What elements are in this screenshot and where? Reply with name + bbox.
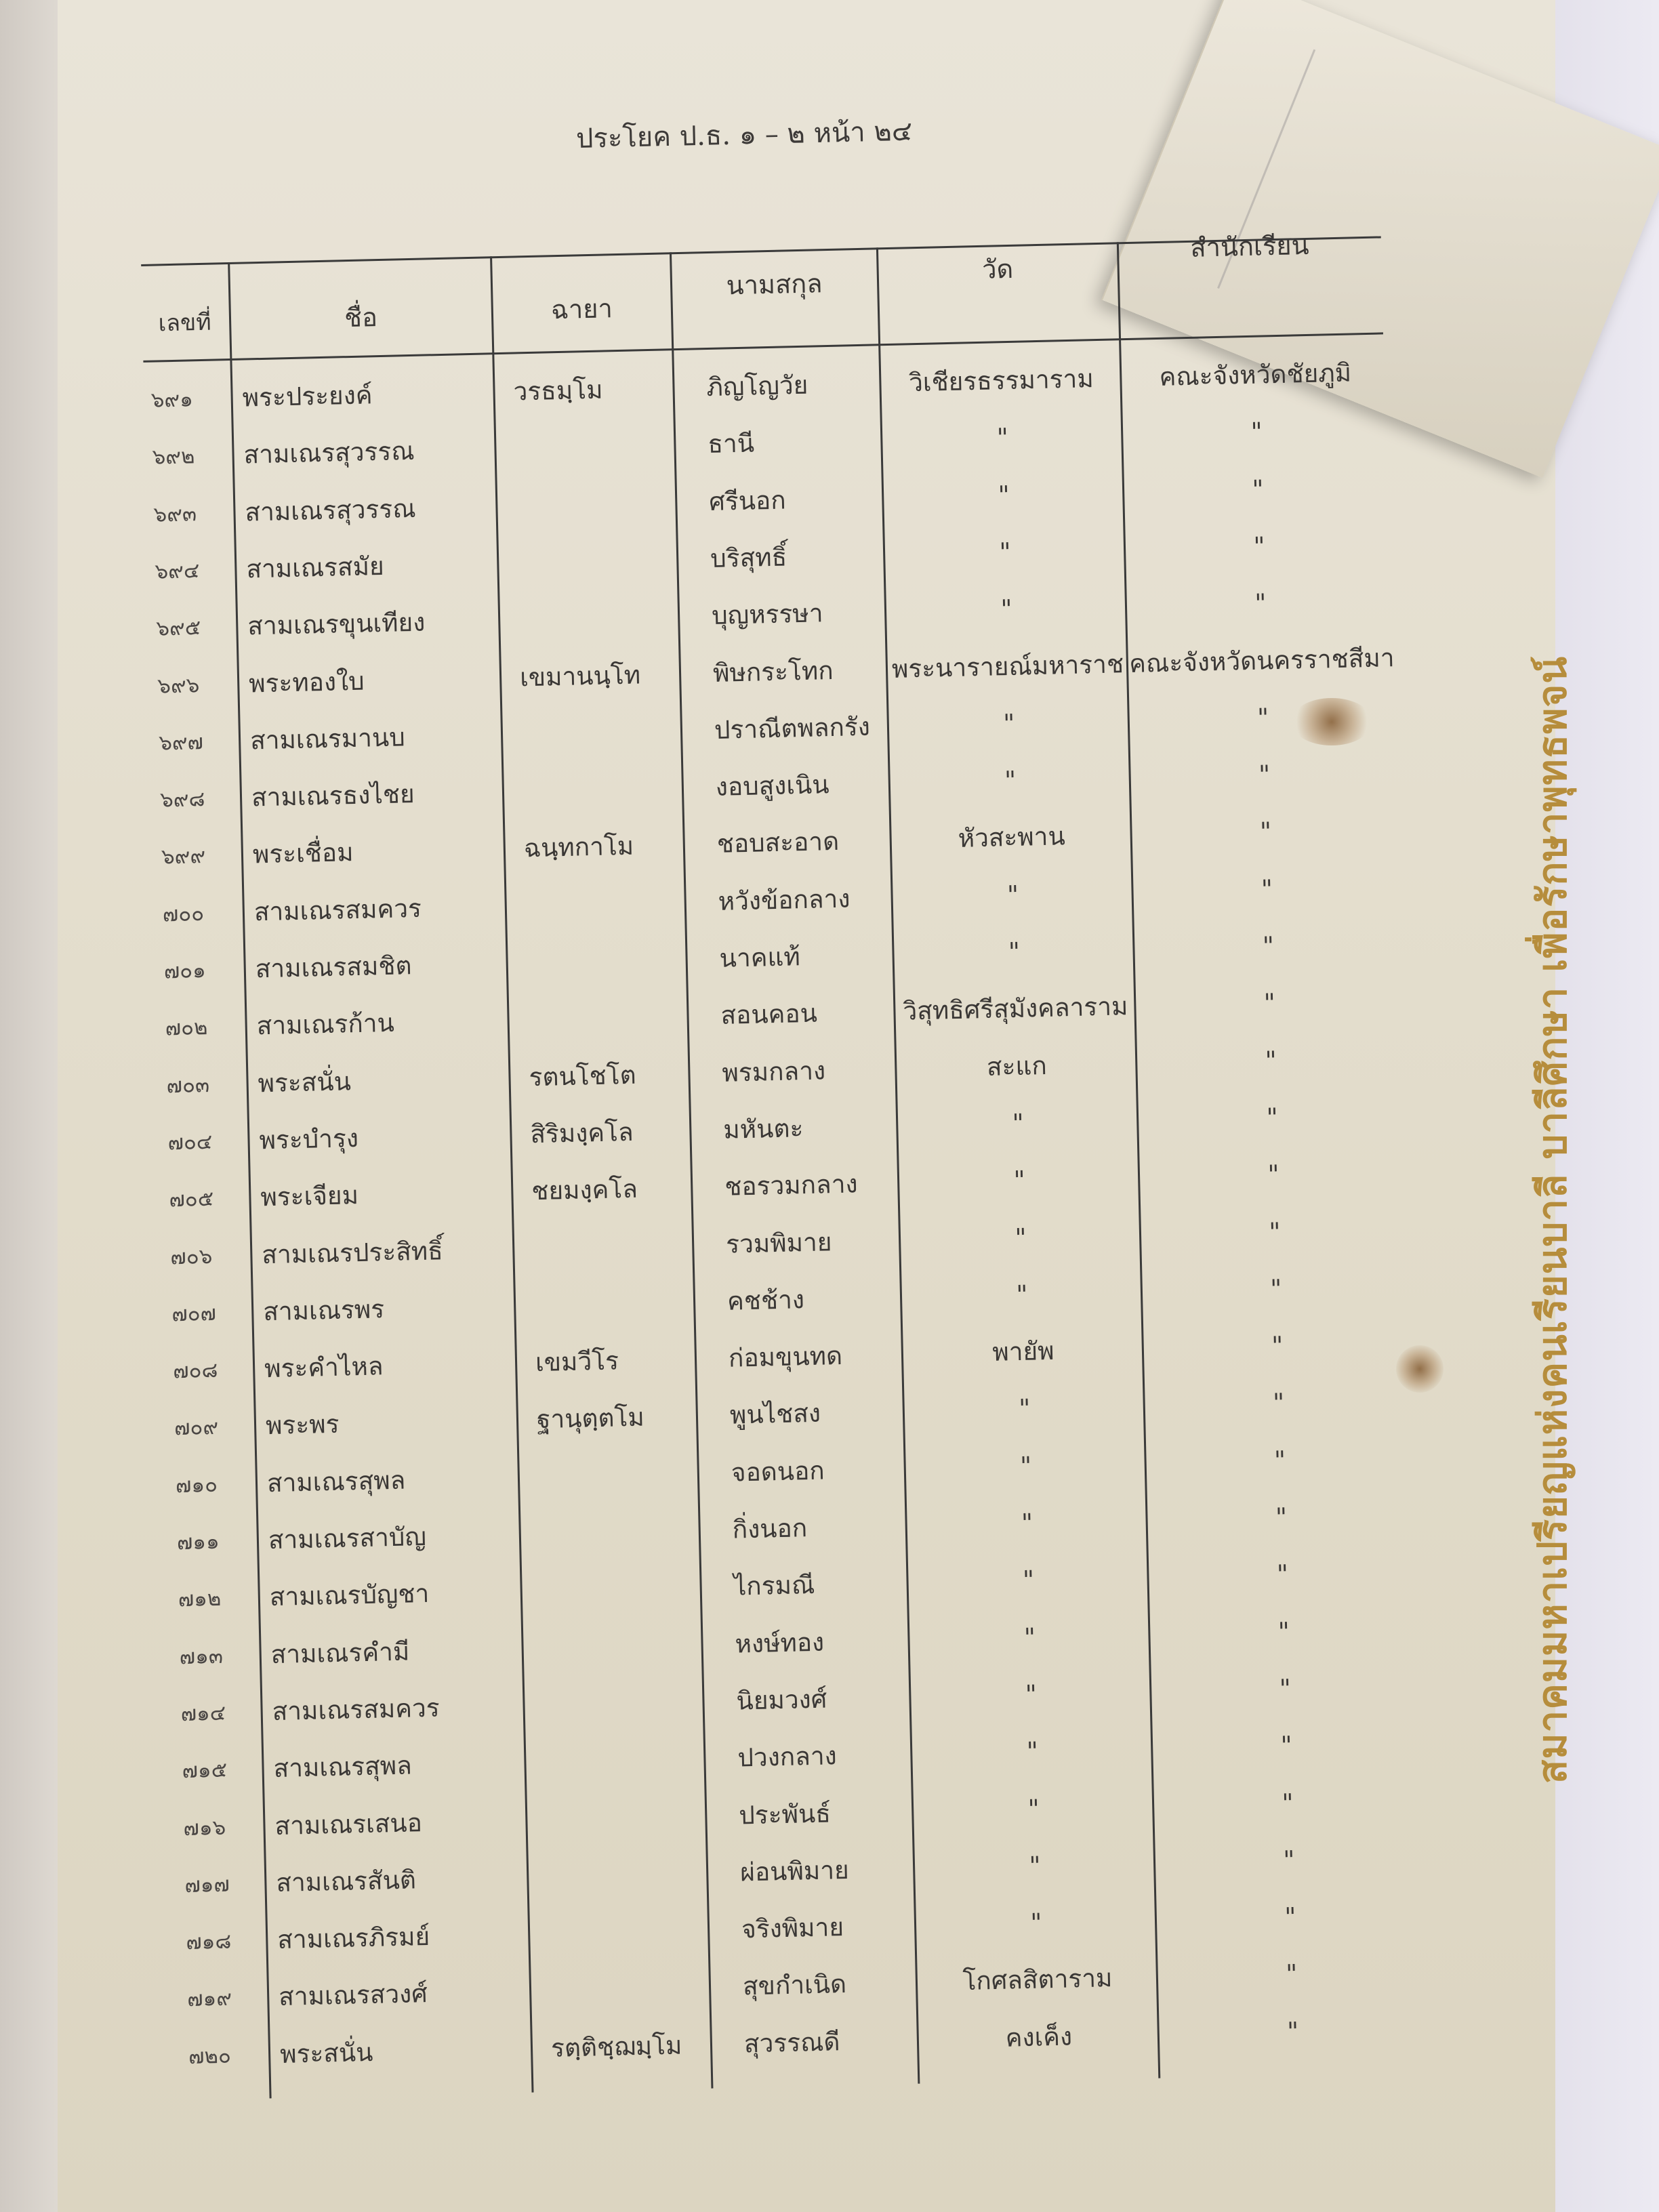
row-number: ๖๙๖ [157, 672, 200, 699]
row-wat: " [998, 480, 1010, 510]
row-surname: บุญหรรษา [711, 598, 823, 631]
row-name: พระประยงค์ [242, 380, 373, 413]
row-name: สามเณรพร [262, 1294, 385, 1327]
row-surname: นิยมวงศ์ [736, 1684, 827, 1716]
row-school: " [1267, 1160, 1280, 1189]
row-number: ๗๐๘ [172, 1357, 218, 1384]
row-name: พระเชื่อม [252, 838, 354, 869]
row-alias [537, 1446, 701, 1504]
row-wat: " [1030, 1908, 1043, 1938]
row-surname: จอดนอก [731, 1456, 825, 1488]
row-number: ๗๐๖ [170, 1244, 213, 1269]
row-school: " [1253, 531, 1266, 561]
row-surname: ผ่อนพิมาย [739, 1855, 850, 1887]
row-wat: " [1015, 1279, 1029, 1309]
row-alias [514, 417, 678, 476]
row-school: " [1273, 1445, 1286, 1475]
row-wat: สะแก [986, 1050, 1048, 1082]
row-name: สามเณรสมัย [245, 551, 385, 584]
column-header-alias: ฉายา [550, 293, 613, 325]
row-name: สามเณรคำมี [270, 1637, 410, 1669]
row-surname: ปราณีตพลกรัง [714, 712, 871, 745]
page-heading: ประโยค ป.ธ. ๑ – ๒ หน้า ๒๔ [575, 115, 913, 155]
row-school: " [1266, 1103, 1279, 1132]
row-name: พระทองใบ [248, 666, 365, 699]
row-number: ๗๐๐ [162, 901, 205, 927]
row-wat: " [1027, 1793, 1040, 1824]
row-name: สามเณรสุวรรณ [243, 436, 415, 470]
row-name: พระบำรุง [259, 1123, 359, 1155]
row-name: สามเณรสันติ [275, 1865, 417, 1898]
row-number: ๗๐๒ [165, 1015, 208, 1041]
row-school: " [1252, 474, 1265, 504]
row-number: ๗๐๑ [163, 958, 207, 984]
row-surname: ชอรวมกลาง [724, 1169, 859, 1202]
row-name: สามเณรสมชิต [255, 951, 412, 984]
row-wat: วิเชียรธรรมาราม [908, 364, 1094, 398]
row-alias: เขมานนฺโท [519, 659, 641, 692]
row-number: ๖๙๔ [155, 558, 200, 584]
row-school: " [1254, 588, 1267, 618]
row-name: สามเณรสุพล [266, 1465, 406, 1498]
row-school: " [1279, 1673, 1292, 1704]
row-number: ๖๙๘ [159, 787, 205, 813]
row-surname: พูนไชสง [729, 1399, 821, 1431]
row-number: ๗๑๘ [185, 1929, 232, 1955]
row-wat: " [1000, 594, 1013, 624]
row-school: " [1262, 931, 1275, 961]
row-school: คณะจังหวัดนครราชสีมา [1128, 642, 1395, 678]
row-school: " [1256, 703, 1269, 733]
row-number: ๖๙๒ [152, 444, 195, 470]
row-number: ๗๑๕ [182, 1757, 228, 1784]
row-school: " [1265, 1045, 1277, 1076]
row-school: " [1286, 2016, 1299, 2046]
row-alias [545, 1788, 709, 1847]
column-header-school: สำนักเรียน [1189, 230, 1310, 263]
row-alias: สิริมงฺคโล [529, 1117, 634, 1149]
row-alias: รตฺติชฺฌมฺโม [550, 2030, 682, 2063]
row-name: พระสนั่น [258, 1066, 352, 1098]
row-wat: หัวสะพาน [958, 821, 1066, 854]
row-alias [548, 1903, 712, 1962]
row-name: สามเณรก้าน [256, 1008, 395, 1041]
row-school: คณะจังหวัดชัยภูมิ [1159, 358, 1352, 392]
row-surname: รวมพิมาย [725, 1227, 832, 1259]
row-wat: " [1002, 708, 1015, 739]
row-wat: วิสุทธิศรีสุมังคลาราม [902, 991, 1128, 1027]
row-number: ๖๙๙ [161, 844, 206, 869]
row-school: " [1285, 1959, 1298, 1989]
column-header-wat: วัด [981, 253, 1014, 285]
row-name: พระพร [265, 1410, 340, 1441]
row-alias [526, 932, 690, 991]
row-number: ๖๙๗ [158, 729, 204, 756]
row-school: " [1269, 1273, 1282, 1304]
row-school: " [1283, 1845, 1296, 1875]
row-wat: " [1029, 1851, 1042, 1881]
watermark-text: สมาคมมหาเปรียญแห่งคนเรียนบาลี บาลีศึกษา เพื่อรักษาพุทธพจน์ [1529, 655, 1576, 1784]
row-school: " [1250, 417, 1263, 447]
row-name: สามเณรสาบัญ [268, 1521, 427, 1555]
row-surname: สุวรรณดี [743, 2026, 840, 2059]
row-number: ๗๐๗ [171, 1300, 217, 1327]
row-school: " [1261, 874, 1273, 904]
row-name: สามเณรธงไชย [251, 779, 415, 813]
row-alias [525, 875, 689, 934]
row-number: ๗๑๔ [180, 1700, 226, 1727]
row-alias [540, 1560, 704, 1619]
row-name: พระคำไหล [264, 1351, 384, 1384]
row-surname: ชอบสะอาด [716, 827, 840, 859]
row-name: พระเจียม [260, 1181, 359, 1212]
row-wat: " [1026, 1736, 1039, 1767]
row-number: ๗๐๔ [167, 1129, 213, 1155]
row-alias [515, 475, 679, 534]
row-number: ๗๑๗ [184, 1872, 230, 1898]
row-number: ๗๑๑ [176, 1529, 220, 1555]
row-wat: " [1012, 1108, 1025, 1139]
row-school: " [1271, 1331, 1284, 1361]
row-alias [549, 1960, 713, 2019]
row-alias [543, 1675, 707, 1734]
row-number: ๗๑๖ [183, 1815, 226, 1841]
row-name: สามเณรสุวรรณ [245, 493, 416, 527]
row-wat: " [999, 537, 1012, 567]
row-surname: บริสุทธิ์ [710, 542, 787, 573]
row-alias [533, 1275, 697, 1334]
row-name: สามเณรเสนอ [274, 1807, 423, 1841]
row-alias: ชยมงฺคโล [531, 1174, 638, 1206]
row-school: " [1276, 1559, 1289, 1589]
row-alias: ฉนฺทกาโม [523, 832, 634, 863]
row-number: ๖๙๑ [150, 387, 194, 413]
row-school: " [1268, 1216, 1281, 1247]
row-name: สามเณรสวงศ์ [278, 1979, 428, 2012]
row-wat: " [996, 423, 1009, 453]
row-school: " [1272, 1388, 1285, 1418]
row-alias [546, 1845, 710, 1904]
row-name: สามเณรภิรมย์ [276, 1922, 430, 1955]
row-surname: งอบสูงเนิน [715, 770, 830, 802]
row-school: " [1258, 760, 1271, 790]
row-number: ๗๒๐ [188, 2043, 232, 2069]
row-alias: วรธมฺโม [513, 375, 603, 407]
row-name: สามเณรสมควร [272, 1693, 441, 1727]
row-alias [520, 703, 684, 762]
row-alias [518, 589, 682, 648]
row-school: " [1282, 1788, 1294, 1818]
row-surname: คชช้าง [726, 1284, 805, 1316]
row-surname: ไกรมณี [733, 1570, 815, 1601]
row-wat: " [1004, 765, 1017, 796]
row-name: สามเณรประสิทธิ์ [261, 1235, 444, 1269]
row-surname: พรมกลาง [721, 1055, 826, 1088]
row-school: " [1277, 1616, 1290, 1647]
row-wat: พายัพ [991, 1336, 1055, 1367]
row-school: " [1263, 988, 1276, 1018]
row-wat: " [1018, 1394, 1031, 1424]
row-school: " [1275, 1502, 1288, 1532]
row-wat: " [1015, 1223, 1027, 1252]
row-alias [539, 1503, 703, 1562]
row-surname: นาคแท้ [719, 942, 801, 973]
row-name: สามเณรขุนเทียง [247, 607, 426, 641]
row-wat: " [1019, 1451, 1032, 1481]
row-surname: สุขกำเนิด [742, 1969, 847, 2001]
row-number: ๗๐๓ [166, 1072, 210, 1099]
row-wat: โกศลสิตาราม [962, 1963, 1113, 1996]
row-surname: จริงพิมาย [741, 1912, 844, 1944]
row-number: ๖๙๓ [153, 501, 197, 527]
row-surname: ภิญโญวัย [706, 370, 808, 403]
row-surname: กิ่งนอก [732, 1513, 808, 1544]
row-wat: " [1008, 937, 1021, 967]
row-surname: ธานี [707, 428, 755, 459]
row-number: ๗๑๓ [179, 1643, 224, 1669]
row-number: ๖๙๕ [155, 615, 201, 641]
row-name: สามเณรสมควร [253, 893, 422, 927]
row-alias [532, 1217, 696, 1276]
row-surname: ประพันธ์ [738, 1798, 832, 1830]
row-name: สามเณรสุพล [273, 1750, 413, 1784]
row-surname: ก่อมขุนทด [728, 1341, 843, 1373]
row-name: พระสนั่น [279, 2037, 373, 2069]
row-wat: " [1023, 1622, 1036, 1652]
row-surname: หงษ์ทอง [735, 1627, 825, 1659]
column-header-number: เลขที่ [158, 308, 212, 337]
row-alias: เขมวีโร [535, 1346, 619, 1378]
row-surname: ปวงกลาง [737, 1741, 838, 1773]
row-number: ๗๑๐ [175, 1472, 218, 1498]
row-wat: " [1025, 1679, 1038, 1709]
row-surname: ศรีนอก [708, 485, 787, 516]
row-alias [516, 532, 680, 591]
row-surname: สอนคอน [720, 998, 818, 1031]
row-school: " [1280, 1731, 1293, 1761]
results-table [139, 141, 1423, 2121]
row-number: ๗๐๕ [169, 1187, 214, 1212]
column-header-name: ชื่อ [344, 302, 378, 333]
row-school: " [1259, 817, 1272, 847]
row-wat: พระนารายณ์มหาราช [891, 649, 1124, 684]
row-surname: มหันตะ [722, 1113, 804, 1145]
watermark [1491, 352, 1613, 2087]
row-alias [544, 1732, 708, 1790]
row-surname: พิษกระโทก [712, 655, 834, 688]
row-alias [541, 1617, 705, 1676]
row-alias: ฐานุตฺตโม [536, 1402, 645, 1435]
row-number: ๗๐๙ [173, 1415, 219, 1441]
row-school: " [1284, 1902, 1296, 1932]
row-wat: " [1013, 1165, 1026, 1195]
row-wat: " [1006, 880, 1019, 909]
row-alias [522, 760, 686, 819]
row-alias: รตนโชโต [529, 1060, 637, 1092]
row-name: สามเณรมานบ [249, 722, 406, 756]
row-wat: คงเค็ง [1005, 2022, 1073, 2053]
row-surname: หวังข้อกลาง [718, 884, 851, 916]
row-number: ๗๑๒ [178, 1586, 222, 1612]
row-alias [527, 989, 691, 1048]
row-wat: " [1021, 1508, 1033, 1538]
row-number: ๗๑๙ [186, 1986, 232, 2012]
row-wat: " [1022, 1565, 1035, 1595]
column-header-surname: นามสกุล [726, 268, 823, 301]
row-name: สามเณรบัญชา [269, 1579, 430, 1612]
